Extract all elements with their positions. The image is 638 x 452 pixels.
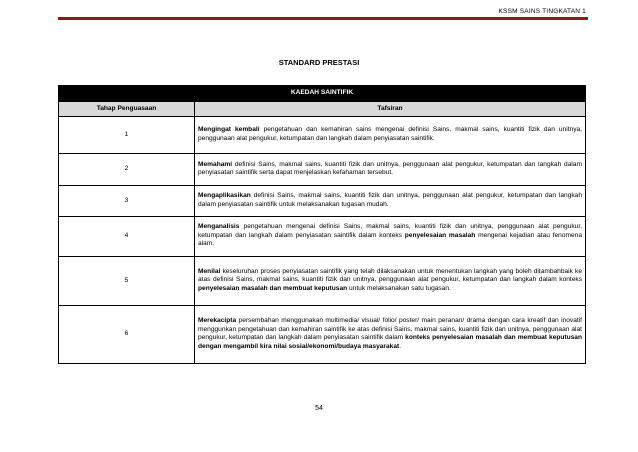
interpretation-cell: Mengingat kembali pengetahuan dan kemahiran sains mengenai definisi Sains, makmal sains, kuantiti fizik dan unitnya, penggunaan alat pengukur, ketumpatan dan langkah dalam penyiasatan saintifik. — [195, 117, 586, 154]
table-row — [59, 217, 586, 257]
interpretation-cell: Menganalisis pengetahuan mengenai definisi Sains, makmal sains, kuantiti fizik dan unitnya, penggunaan alat pengukur, ketumpatan dan langkah dalam penyiasatan saintifik dalam konteks penyelesaian masalah mengenai kejadian atau fenomena alam. — [195, 217, 586, 257]
table-row — [59, 257, 586, 306]
level-cell: 6 — [59, 306, 195, 364]
column-header-interpretation: Tafsiran — [195, 102, 586, 117]
interpretation-cell: Mengaplikasikan definisi Sains, makmal sains, kuantiti fizik dan unitnya, penggunaan alat pengukur, ketumpatan dan langkah dalam penyiasatan saintifik untuk melaksanakan tugasan mudah. — [195, 186, 586, 217]
level-cell: 4 — [59, 217, 195, 257]
table-row — [59, 117, 586, 154]
interpretation-cell: Memahami definisi Sains, makmal sains, kuantiti fizik dan unitnya, penggunaan alat pengukur, ketumpatan dan langkah dalam penyiasatan saintifik serta dapat menjelaskan kefahaman tersebut. — [195, 154, 586, 186]
level-cell: 5 — [59, 257, 195, 306]
table-band-title: KAEDAH SAINTIFIK — [59, 86, 586, 102]
table-row — [59, 154, 586, 186]
header-rule — [58, 17, 588, 20]
performance-standard-table — [58, 85, 586, 364]
document-title: STANDARD PRESTASI — [278, 58, 360, 67]
running-header: KSSM SAINS TINGKATAN 1 — [498, 8, 586, 15]
column-header-level: Tahap Penguasaan — [59, 102, 195, 117]
table-row — [59, 186, 586, 217]
level-cell: 2 — [59, 154, 195, 186]
table-row — [59, 306, 586, 364]
interpretation-cell: Menilai keseluruhan proses penyiasatan saintifik yang telah dilaksanakan untuk menentukan langkah yang boleh ditambahbaik ke atas definisi Sains, makmal sains, kuantiti fizik dan unitnya, penggunaan alat pengukur, ketumpatan dan langkah dalam konteks penyelesaian masalah dan membuat keputusan untuk melaksanakan satu tugasan. — [195, 257, 586, 306]
page-number: 54 — [315, 405, 323, 412]
interpretation-cell: Merekacipta persembahan menggunakan multimedia/ visual/ folio/ poster/ main peranan/ drama dengan cara kreatif dan inovatif menggunkan pengetahuan dan kemahiran saintifik ke atas definisi Sains, makmal sains, kuantiti fizik dan unitnya, penggunaan alat pengukur, ketumpatan dan langkah dalam penyiasatan saintifik dalam konteks penyelesaian masalah dan membuat keputusan dengan mengambil kira nilai sosial/ekonomi/budaya masyarakat. — [195, 306, 586, 364]
level-cell: 1 — [59, 117, 195, 154]
level-cell: 3 — [59, 186, 195, 217]
